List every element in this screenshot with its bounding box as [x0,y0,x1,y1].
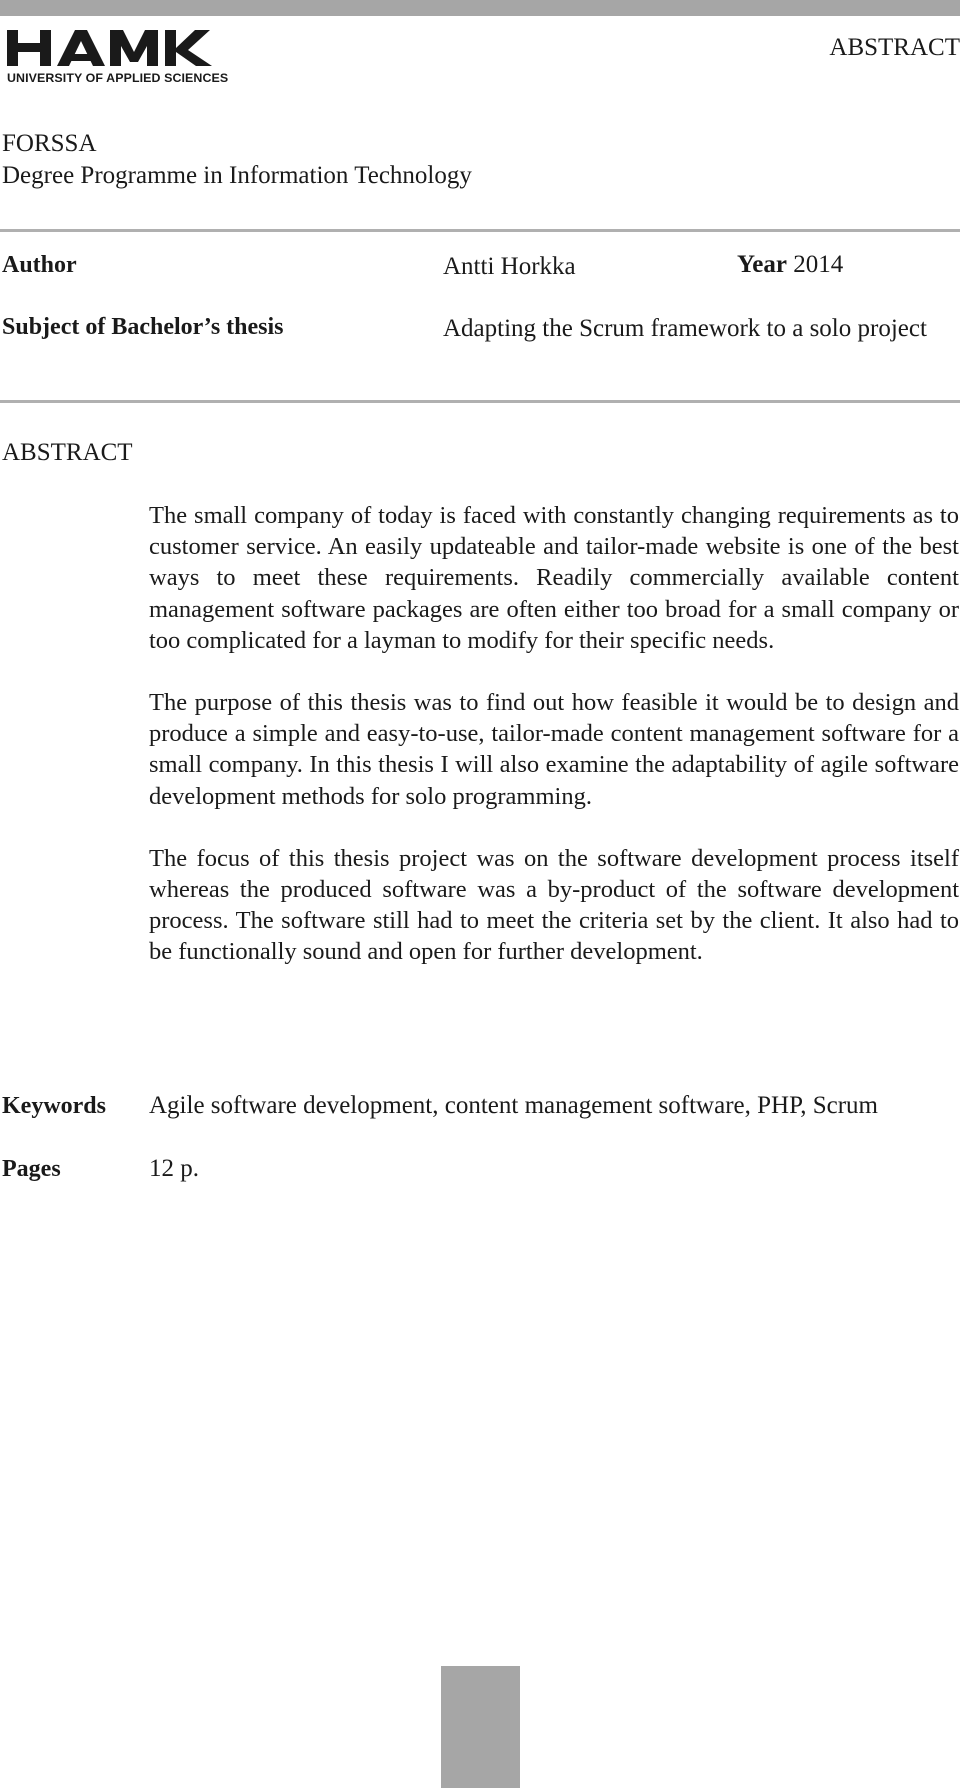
faculty-block [2,128,472,192]
logo-subtitle: UNIVERSITY OF APPLIED SCIENCES [7,71,229,85]
abstract-heading: ABSTRACT [2,439,133,466]
degree-programme: Degree Programme in Information Technology [2,162,472,189]
divider [0,400,960,403]
faculty-unit: FORSSA [2,130,97,157]
year-field [737,251,843,279]
page-title: ABSTRACT [829,34,960,61]
keywords-value: Agile software development, content management software, PHP, Scrum [149,1092,878,1119]
hamk-logo [7,28,247,90]
divider [0,229,960,232]
subject-label: Subject of Bachelor’s thesis [2,314,284,340]
year-value: 2014 [793,251,844,278]
abstract-paragraph: The focus of this thesis project was on the software development process itself whereas the produced software was a by-product of the software development process. The software still had to meet the criteria set by the client. It also had to be functionally sound and open for further development. [149,844,959,966]
pages-value: 12 p. [149,1155,199,1182]
abstract-body [149,500,959,999]
author-label: Author [2,252,77,278]
author-value: Antti Horkka [443,253,576,280]
abstract-paragraph: The small company of today is faced with constantly changing requirements as to customer service. An easily updateable and tailor-made website is one of the best ways to meet these requirements. Readily commercially available content management software packages are often either too broad for a small company or too complicated for a layman to modify for their specific needs. [149,502,959,654]
pages-label: Pages [2,1156,61,1182]
abstract-paragraph: The purpose of this thesis was to find out how feasible it would be to design and produce a simple and easy-to-use, tailor-made content management software for a small company. In this thesis I will also examine the adaptability of agile software development methods for solo programming. [149,689,959,810]
page-footer-block [441,1666,520,1788]
year-label: Year [737,251,787,278]
keywords-label: Keywords [2,1093,106,1119]
subject-value: Adapting the Scrum framework to a solo project [443,315,927,342]
top-bar [0,0,960,16]
